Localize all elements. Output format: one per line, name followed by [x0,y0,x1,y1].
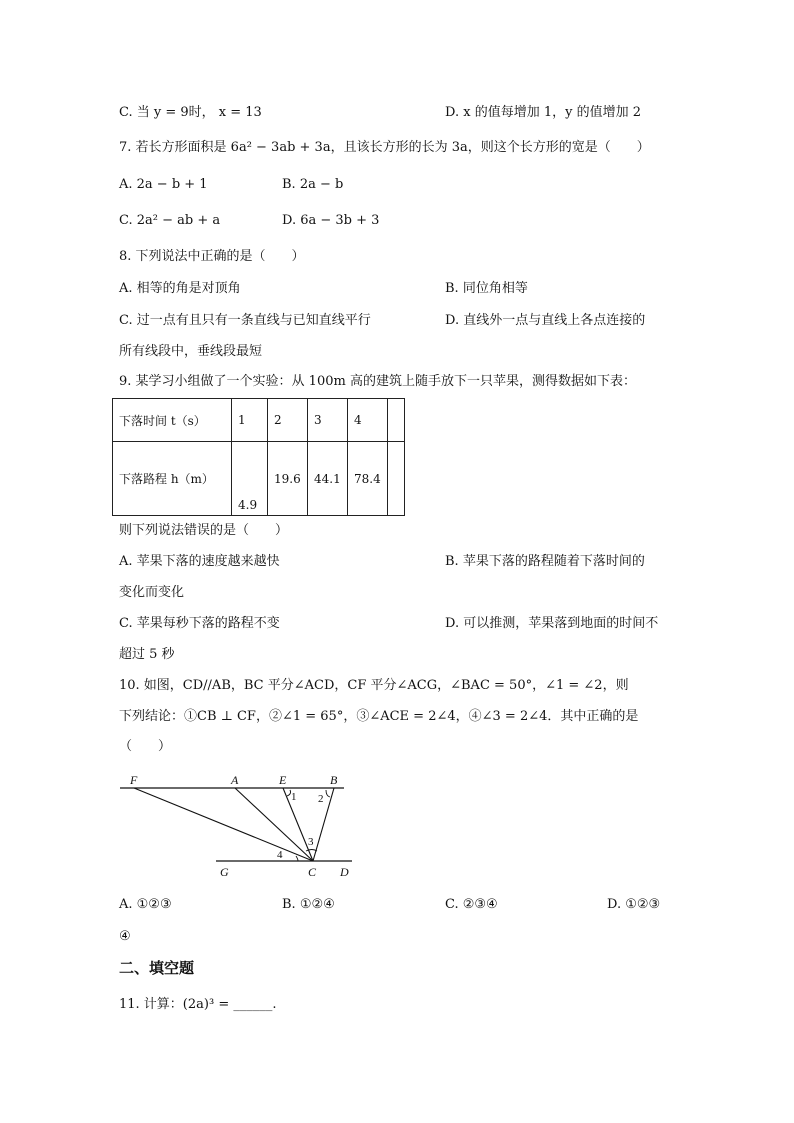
table-cell: 19.6 [268,442,308,516]
label-angle-1: 1 [291,791,297,803]
q8-option-d-continued: 所有线段中，垂线段最短 [119,344,263,359]
table-cell: 1 [232,399,268,442]
table-header-distance: 下落路程 h（m） [113,442,232,516]
q9-stem: 9. 某学习小组做了一个实验：从 100m 高的建筑上随手放下一只苹果，测得数据如下表： [119,374,636,389]
q9-option-b: B. 苹果下落的路程随着下落时间的 [445,554,645,569]
label-c: C [308,865,317,879]
q10-option-a: A. ①②③ [119,897,172,912]
q8-option-c: C. 过一点有且只有一条直线与已知直线平行 [119,313,371,328]
table-cell: 4.9 [232,442,268,516]
q11-stem: 11. 计算：(2a)³ = ______. [119,997,277,1012]
q8-stem: 8. 下列说法中正确的是（ ） [119,249,305,264]
table-cell-empty [387,442,404,516]
q7-option-c: C. 2a² − ab + a [119,213,221,228]
q9-option-d: D. 可以推测，苹果落到地面的时间不 [445,616,659,631]
label-angle-3: 3 [308,836,314,848]
q9-question: 则下列说法错误的是（ ） [119,523,289,538]
segment-ac [235,788,313,861]
q7-stem: 7. 若长方形面积是 6a² − 3ab + 3a，且该长方形的长为 3a，则这个长方形的宽是（ ） [119,140,650,155]
q9-option-b-continued: 变化而变化 [119,585,185,600]
q10-stem-line1: 10. 如图，CD//AB，BC 平分∠ACD，CF 平分∠ACG，∠BAC = 50°，∠1 = ∠2，则 [119,678,629,693]
fall-data-table [112,398,405,516]
table-cell: 3 [308,399,348,442]
geometry-figure [112,766,362,882]
q7-option-a: A. 2a − b + 1 [119,177,208,192]
q6-option-d: D. x 的值每增加 1，y 的值增加 2 [445,105,641,120]
table-cell-empty [387,399,404,442]
q9-option-c: C. 苹果每秒下落的路程不变 [119,616,280,631]
label-d: D [340,865,349,879]
angle-arc-3 [306,850,317,852]
table-header-time: 下落时间 t（s） [113,399,232,442]
label-g: G [220,865,229,879]
table-cell: 4 [348,399,388,442]
angle-arc-4 [296,856,298,861]
label-e: E [279,773,287,787]
label-a: A [231,773,239,787]
q10-stem-line2: 下列结论：①CB ⊥ CF，②∠1 = 65°，③∠ACE = 2∠4，④∠3 = 2∠4．其中正确的是 [119,709,639,724]
q8-option-d: D. 直线外一点与直线上各点连接的 [445,313,646,328]
segment-fc [134,788,313,861]
q7-option-b: B. 2a − b [282,177,344,192]
q9-option-a: A. 苹果下落的速度越来越快 [119,554,280,569]
angle-arc-2 [326,790,330,797]
label-angle-4: 4 [277,849,283,861]
q10-option-d: D. ①②③ [607,897,661,912]
table-cell: 44.1 [308,442,348,516]
q6-option-c: C. 当 y = 9时， x = 13 [119,105,262,120]
q8-option-a: A. 相等的角是对顶角 [119,281,241,296]
table-row [113,399,405,442]
table-cell: 2 [268,399,308,442]
label-f: F [130,773,138,787]
q8-option-b: B. 同位角相等 [445,281,528,296]
q10-option-d-continued: ④ [119,929,131,944]
table-row [113,442,405,516]
label-angle-2: 2 [318,793,324,805]
q7-option-d: D. 6a − 3b + 3 [282,213,380,228]
q10-stem-line3: （ ） [119,739,172,754]
q10-option-c: C. ②③④ [445,897,498,912]
q10-option-b: B. ①②④ [282,897,335,912]
table-cell: 78.4 [348,442,388,516]
section-title: 二、填空题 [119,959,195,977]
label-b: B [330,773,338,787]
q9-option-d-continued: 超过 5 秒 [119,647,175,662]
